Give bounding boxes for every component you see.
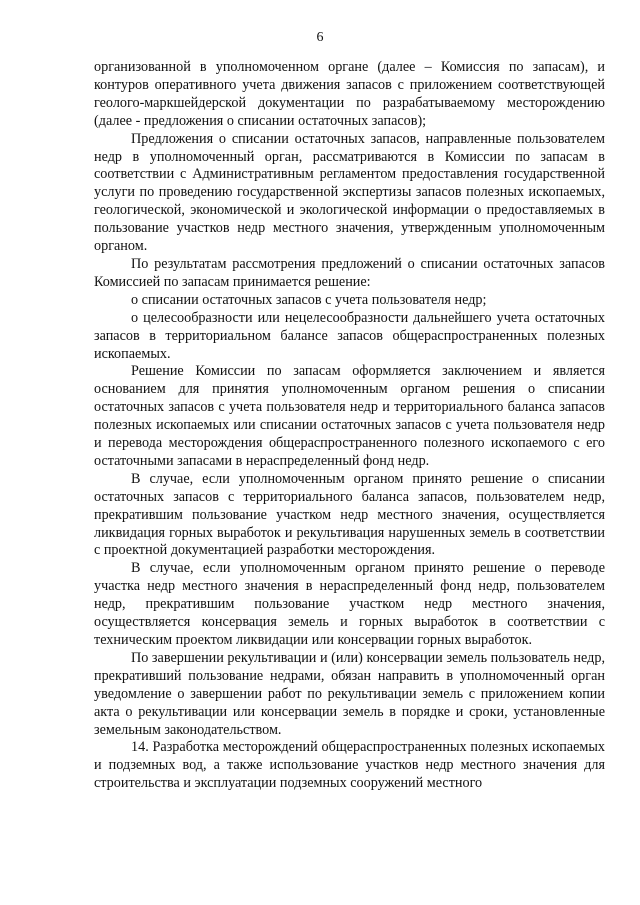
paragraph-notification: По завершении рекультивации и (или) консервации земель пользователь недр, прекративший пользование недрами, обязан направить в уполномоченный орган уведомление о завершении работ по рекультивации земель с приложением копии акта о рекультивации или консервации земель в порядке и сроки, установленные земельным законодательством.	[94, 649, 605, 738]
paragraph-section-14: 14. Разработка месторождений общераспространенных полезных ископаемых и подземных вод, а также использование участков недр местного значения для строительства и эксплуатации подземных сооружений местного	[94, 739, 605, 792]
paragraph-liquidation-case: В случае, если уполномоченным органом принято решение о списании остаточных запасов с территориального баланса запасов, пользователем недр, прекратившим пользование участком недр местного значения, осуществляется ликвидация горных выработок и рекультивация нарушенных земель в соответствии с проектной документацией разработки месторождения.	[94, 470, 605, 559]
paragraph-decision-item-2: о целесообразности или нецелесообразности дальнейшего учета остаточных запасов в территориальном балансе запасов общераспространенных полезных ископаемых.	[94, 309, 605, 362]
paragraph-decision-item-1: о списании остаточных запасов с учета пользователя недр;	[131, 291, 487, 308]
paragraph-continuation: организованной в уполномоченном органе (далее – Комиссия по запасам), и контуров оперативного учета движения запасов с приложением соответствующей геолого-маркшейдерской документации по разрабатываемому месторождению (далее - предложения о списании остаточных запасов);	[94, 59, 605, 129]
paragraph-commission-decision: Решение Комиссии по запасам оформляется заключением и является основанием для принятия уполномоченным органом решения о списании остаточных запасов с учета пользователя недр и территориального баланса запасов полезных ископаемых или списании остаточных запасов с учета пользователя недр и перевода месторождения общераспространенного полезного ископаемого с его остаточными запасами в нераспределенный фонд недр.	[94, 363, 605, 469]
document-body	[94, 59, 605, 793]
page-number: 6	[316, 30, 324, 45]
paragraph-proposals-review: Предложения о списании остаточных запасов, направленные пользователем недр в уполномоченный орган, рассматриваются в Комиссии по запасам в соответствии с Административным регламентом предоставления государственной услуги по проведению государственной экспертизы запасов полезных ископаемых, геологической, экономической и экологической информации о предоставляемых в пользование участков недр местного значения, утвержденным уполномоченным органом.	[94, 130, 605, 255]
paragraph-conservation-case: В случае, если уполномоченным органом принято решение о переводе участка недр местного значения в нераспределенный фонд недр, пользователем недр, прекратившим пользование участком недр местного значения, осуществляется консервация земель и горных выработок в соответствии с техническим проектом ликвидации или консервации горных выработок.	[94, 560, 605, 648]
paragraph-decision-intro: По результатам рассмотрения предложений о списании остаточных запасов Комиссией по запасам принимается решение:	[94, 255, 605, 290]
